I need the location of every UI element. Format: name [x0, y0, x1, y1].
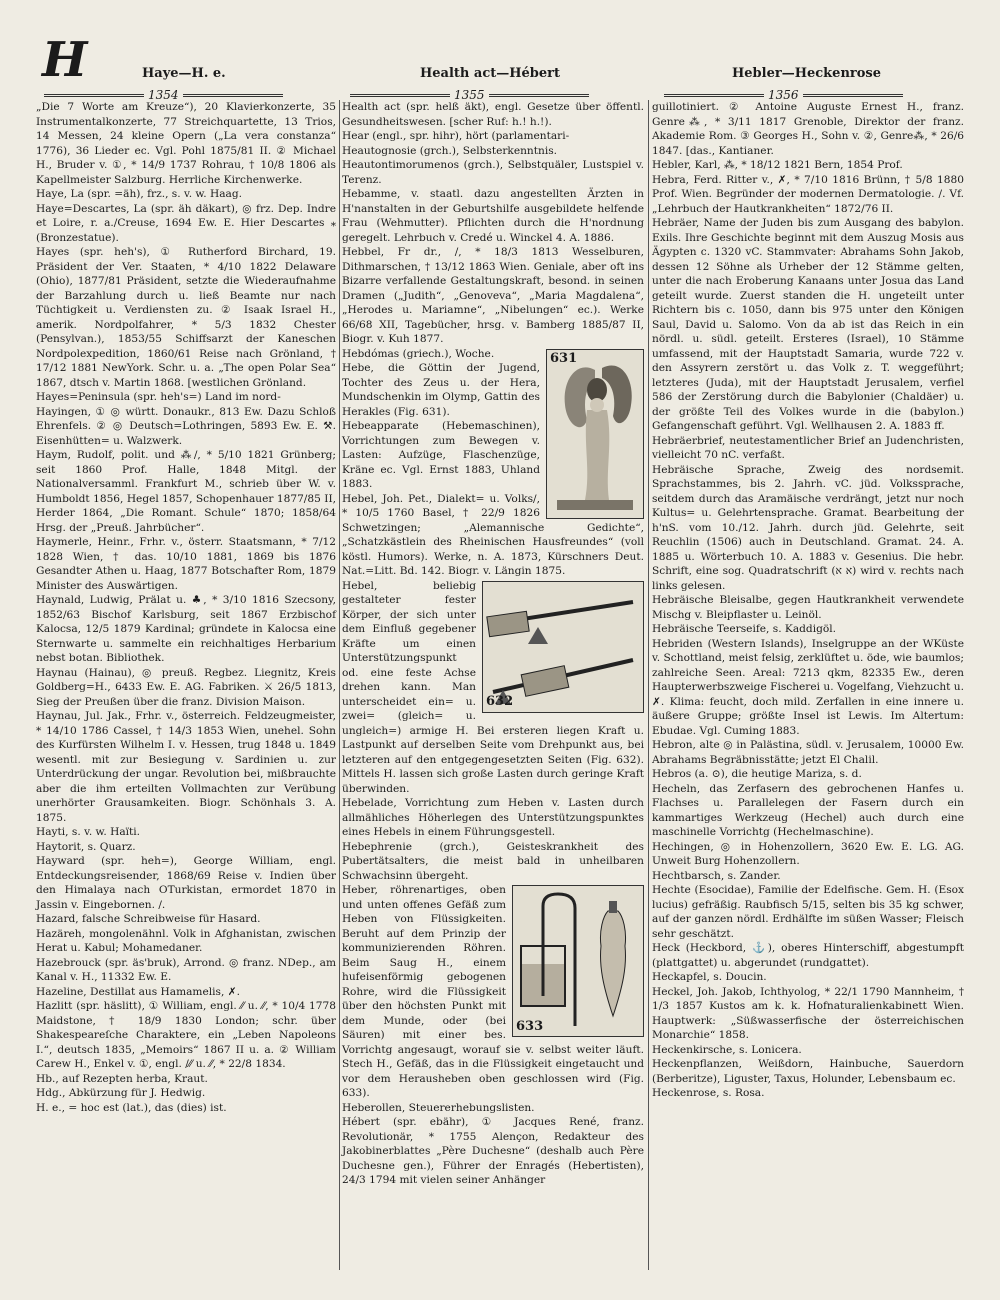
dictionary-entry: Heautognosie (grch.), Selbsterkenntnis.: [342, 144, 558, 157]
dictionary-entry: Hazeline, Destillat aus Hamamelis, ✗.: [36, 985, 240, 998]
figure-number: 631: [550, 350, 578, 366]
dictionary-entry: Hechte (Esocidae), Familie der Edelfische. Gem. H. (Esox lucius) gefräßig. Raubfisch 5/15, selten bis 35 kg schwer, auf der ganzen nördl. Erdhälfte im süßen Wasser; Fleisch sehr geschätzt.: [652, 884, 964, 940]
page-header-right: Hebler—Heckenrose: [732, 66, 882, 81]
dictionary-entry: Haynald, Ludwig, Prälat u. ♣, * 3/10 1816 Szecsony, 1852/63 Bischof Karlsburg, seit 1867 Erzbischof Kalocsa, 12/5 1879 Kardinal; gründete in Kalocsa eine Sternwarte u. sammelte ein reichhaltiges Herbarium nebst botan. Bibliothek.: [36, 594, 336, 664]
dictionary-entry: Heckenkirsche, s. Lonicera.: [652, 1043, 802, 1056]
column-divider: [339, 100, 340, 1270]
dictionary-entry: Hebräer, Name der Juden bis zum Ausgang des babylon. Exils. Ihre Geschichte beginnt mit dem Auszug Mosis aus Ägypten c. 1320 vC. Stammvater: Abrahams Sohn Jakob, dessen 12 Söhne als Urheber der 12 Stämme gelten, unter die nach Eroberung Kanaans unter Josua das Land geteilt wurde. Zuerst standen die H. ungeteilt unter Richtern bis c. 1050, dann bis 975 unter den Königen Saul, David u. Salomo. Von da ab ist das Reich in ein nördl. u. südl. geteilt. Ersteres (Israel), 10 Stämme umfassend, mit der Hauptstadt Samaria, wurde 722 v. den Assyrern zerstört u. das Volk z. T. weggeführt; letzteres (Juda), mit der Hauptstadt Jerusalem, verfiel 586 der Zerstörung durch die Babylonier (Chaldäer) u. der größte Teil des Volkes wurde in die (babylon.) Gefangenschaft geführt. Vgl. Wellhausen 2. A. 1883 ff.: [652, 217, 964, 432]
dictionary-entry: Heckenpflanzen, Weißdorn, Hainbuche, Sauerdorn (Berberitze), Liguster, Taxus, Holunder, Lebensbaum ec.: [652, 1058, 964, 1085]
dictionary-entry: Hebräerbrief, neutestamentlicher Brief an Judenchristen, vielleicht 70 nC. verfaßt.: [652, 434, 964, 461]
dictionary-entry: Hebephrenie (grch.), Geisteskrankheit des Pubertätsalters, die meist bald in unheilbaren Schwachsinn übergeht.: [342, 840, 644, 882]
column-center: [342, 100, 644, 1188]
dictionary-entry: Haye, La (spr. =äh), frz., s. v. w. Haag.: [36, 188, 242, 200]
figure-633-siphon: [512, 885, 644, 1037]
dictionary-entry: Heck (Heckbord, ⚓), oberes Hinterschiff, abgestumpft (plattgattet) u. abgerundet (rundgattet).: [652, 942, 964, 969]
dictionary-entry: Hear (engl., spr. hihr), hört (parlamentari-: [342, 130, 570, 142]
dictionary-entry: Hazard, falsche Schreibweise für Hasard.: [36, 913, 261, 925]
dictionary-entry: Hebriden (Western Islands), Inselgruppe an der WKüste v. Schottland, meist felsig, zerklüftet u. öde, wie baumlos; zahlreiche Seen. Areal: 7213 qkm, 82335 Ew., deren Haupterwerbszweige Fischerei u. Vogelfang, Viehzucht u. ✗. Klima: feucht, doch mild. Zerfallen in eine innere u. äußere Gruppe; größte Insel ist Lewis. Im Altertum: Ebudae. Vgl. Cuming 1883.: [652, 637, 964, 737]
column-right: [652, 100, 964, 1101]
dictionary-entry: Heberollen, Steuererhebungslisten.: [342, 1101, 535, 1114]
dictionary-entry: H. e., = hoc est (lat.), das (dies) ist.: [36, 1101, 227, 1114]
dictionary-entry: Hdg., Abkürzung für J. Hedwig.: [36, 1087, 206, 1099]
figure-number: 632: [486, 694, 514, 709]
dictionary-entry: Hayingen, ① ◎ württ. Donaukr., 813 Ew. Dazu Schloß Ehrenfels. ② ◎ Deutsch=Lothringen, 5893 Ew. E. ⚒. Eisenhütten= u. Walzwerk.: [36, 405, 336, 447]
dictionary-entry: Haymerle, Heinr., Frhr. v., österr. Staatsmann, * 7/12 1828 Wien, † das. 10/10 1881, 1869 bis 1876 Gesandter Athen u. Haag, 1877 Botschafter Rom, 1879 Minister des Auswärtigen.: [36, 536, 336, 592]
column-number-1354: 1354: [40, 88, 287, 102]
dictionary-entry: Hebelade, Vorrichtung zum Heben v. Lasten durch allmähliches Höherlegen des Unterstützungspunktes eines Hebels in einem Führungsgestell.: [342, 797, 644, 838]
dictionary-entry: Hayes (spr. heh's), ① Rutherford Birchard, 19. Präsident der Ver. Staaten, * 4/10 1822 Delaware (Ohio), 1877/81 Präsident, setzte die Wiederaufnahme der Barzahlung durch u. ließ Beamte nur nach Tüchtigkeit u. Verdiensten zu. ② Isaak Israel H., amerik. Nordpolfahrer, * 5/3 1832 Chester (Pensylvan.), 1853/55 Schiffsarzt der Kaneschen Nordpolexpedition, 1860/61 Reise nach Grönland, † 17/12 1881 NewYork. Schr. u. a. „The open Polar Sea“ 1867, dtsch v. Martin 1868. [westlichen Grönland.: [36, 246, 336, 389]
dictionary-entry: Hechtbarsch, s. Zander.: [652, 869, 781, 882]
dictionary-entry: Hebdómas (griech.), Woche.: [342, 347, 495, 360]
dictionary-entry: Haytorit, s. Quarz.: [36, 840, 136, 853]
dictionary-entry: Hebeapparate (Hebemaschinen), Vorrichtungen zum Bewegen v. Lasten: Aufzüge, Flaschenzüge, Kräne ec. Vgl. Ernst 1883, Uhland 1883.: [342, 420, 540, 490]
figure-631-hebe-eagle: [546, 349, 644, 519]
dictionary-entry: Hebbel, Fr dr., /, * 18/3 1813 Wesselburen, Dithmarschen, † 13/12 1863 Wien. Geniale, aber oft ins Bizarre verfallende Gestaltungskraft, besond. in seinen Dramen („Judith“, „Genoveva“, „Maria Magdalena“, „Herodes u. Mariamne“, „Nibelungen“ ec.). Werke 66/68 XII, Tagebücher, hrsg. v. Bamberg 1885/87 II, Biogr. v. Kuh 1877.: [342, 246, 644, 345]
dictionary-entry: Hebel, Joh. Pet., Dialekt= u. Volks/, * 10/5 1760 Basel, † 22/9 1826 Schwetzingen; „Alemannische Gedichte“, „Schatzkästlein des Rheinischen Hausfreundes“ (voll köstl. Humors). Werke, n. A. 1873, Kürschners Deut. Nat.=Litt. Bd. 142. Biogr. v. Längin 1875.: [342, 492, 644, 577]
lever-illustration: [483, 582, 643, 712]
column-number-1355: 1355: [346, 88, 593, 102]
dictionary-entry: Hébert (spr. ebähr), ① Jacques René, franz. Revolutionär, * 1755 Alençon, Redakteur des Jakobinerblattes „Père Duchesne“ (deshalb auch Père Duchesne gen.), Führer der Enragés (Hebertisten), 24/3 1794 mit vielen seiner Anhänger: [342, 1116, 644, 1186]
dictionary-entry: guillotiniert. ② Antoine Auguste Ernest H., franz. Genre⁂, * 3/11 1817 Grenoble, Direktor der franz. Akademie Rom. ③ Georges H., Sohn v. ②, Genre⁂, * 26/6 1847. [das., Kantianer.: [652, 101, 964, 157]
dictionary-entry: Hebler, Karl, ⁂, * 18/12 1821 Bern, 1854 Prof.: [652, 159, 903, 171]
dictionary-entry: Haym, Rudolf, polit. und ⁂/, * 5/10 1821 Grünberg; seit 1860 Prof. Halle, 1848 Mitgl. der Nationalversamml. Frankfurt M., schrieb über W. v. Humboldt 1856, Hegel 1857, Schopenhauer 1877/85 II, Herder 1864, „Die Romant. Schule“ 1870; 1858/64 Hrsg. der „Preuß. Jahrbücher“.: [36, 449, 336, 534]
dictionary-entry: Hebräische Sprache, Zweig des nordsemit. Sprachstammes, bis 2. Jahrh. vC. jüd. Volkssprache, seitdem durch das Aramäische verdrängt, jetzt nur noch Kultus= u. Gelehrtensprache. Gramat. Bearbeitung der h'nS. vom 10./12. Jahrh. durch jüd. Gelehrte, seit Reuchlin (1506) auch in Deutschland. Gramat. 24. A. 1885 u. Wörterbuch 10. A. 1883 v. Gesenius. Die hebr. Schrift, eine sog. Quadratschrift (א א) wird v. rechts nach links gelesen.: [652, 463, 964, 592]
dictionary-entry: Hebel, beliebig gestalteter fester Körper, der sich unter dem Einfluß gegebener Kräfte um einen Unterstützungspunkt od. eine feste Achse drehen kann. Man unterscheidet ein= u. zwei= (gleich= u. ungleich=) armige H. Bei ersteren liegen Kraft u. Lastpunkt auf derselben Seite vom Drehpunkt aus, bei letzteren auf den entgegengesetzten Seiten (Fig. 632). Mittels H. lassen sich große Lasten durch geringe Kraft überwinden.: [342, 579, 644, 795]
dictionary-entry: Hazäreh, mongolenähnl. Volk in Afghanistan, zwischen Herat u. Kabul; Mohamedaner.: [36, 927, 336, 954]
dictionary-entry: Hazlitt (spr. häslitt), ① William, engl. ⁄⁄ u. ⁄⁄, * 10/4 1778 Maidstone, † 18/9 1830 London; schr. über Shakespeareſche Charaktere, ein „Leben Napoleons I.“, deutsch 1835, „Memoirs“ 1867 II u. a. ② William Carew H., Enkel v. ①, engl. /⁄⁄ u. ⁄⁄, * 22/8 1834.: [36, 1000, 336, 1070]
dictionary-entry: Hebräische Teerseife, s. Kaddigöl.: [652, 623, 837, 635]
dictionary-entry: Hayes=Peninsula (spr. heh's=) Land im nord-: [36, 391, 281, 403]
dictionary-page: [30, 32, 978, 1278]
dictionary-entry: Hebros (a. ⊙), die heutige Mariza, s. d.: [652, 768, 862, 780]
column-number-1356: 1356: [660, 88, 907, 102]
dictionary-entry: Haynau, Jul. Jak., Frhr. v., österreich. Feldzeugmeister, * 14/10 1786 Cassel, † 14/3 1853 Wien, unehel. Sohn des Kurfürsten Wilhelm I. v. Hessen, trug 1848 u. 1849 wesentl. mit zur Besiegung v. Sardinien u. zur Unterdrückung der ungar. Revolution bei, mißbrauchte aber die ihm erteilten Vollmachten zur Verübung unerhörter Grausamkeiten. Biogr. Schönhals 3. A. 1875.: [36, 710, 336, 824]
siphon-illustration: [513, 886, 643, 1036]
dictionary-entry: Hb., auf Rezepten herba, Kraut.: [36, 1072, 208, 1085]
page-header-center: Health act—Hébert: [420, 66, 561, 81]
dictionary-entry: Haye=Descartes, La (spr. äh däkart), ◎ frz. Dep. Indre et Loire, r. a./Creuse, 1694 Ew. E. Hier Descartes ⁎ (Bronzestatue).: [36, 202, 336, 244]
hebe-illustration: [547, 350, 643, 518]
dictionary-entry: Hayward (spr. heh=), George William, engl. Entdeckungsreisender, 1868/69 Reise v. Indien über den Himalaya nach OTurkistan, ermordet 1870 in Jassin v. Eingebornen. /.: [36, 855, 336, 911]
dictionary-entry: Hecheln, das Zerfasern des gebrochenen Hanfes u. Flachses u. Parallelegen der Fasern durch ein kammartiges Werkzeug (Hechel) auch durch eine maschinelle Vorrichtg (Hechelmaschine).: [652, 782, 964, 838]
dictionary-entry: Hebamme, v. staatl. dazu angestellten Ärzten in H'nanstalten in der Geburtshilfe ausgebildete helfende Frau (Wehmutter). Pflichten durch die H'nordnung geregelt. Lehrbuch v. Credé u. Winckel 4. A. 1886.: [342, 188, 644, 244]
dictionary-entry: Hazebrouck (spr. äs'bruk), Arrond. ◎ franz. NDep., am Kanal v. H., 11332 Ew. E.: [36, 956, 336, 983]
dictionary-entry: Heber, röhrenartiges, oben und unten offenes Gefäß zum Heben von Flüssigkeiten. Beruht auf dem Prinzip der kommunizierenden Röhren. Beim Saug H., einem hufeisenförmig gebogenen Rohre, wird die Flüssigkeit über den höchsten Punkt mit dem Munde, oder (bei Säuren) mit einer bes. Vorrichtg angesaugt, worauf sie v. selbst weiter läuft. Stech H., Gefäß, das in die Flüssigkeit eingetaucht und vor dem Herausheben oben geschlossen wird (Fig. 633).: [342, 884, 644, 1099]
dictionary-entry: Health act (spr. helß äkt), engl. Gesetze über öffentl. Gesundheitswesen. [scher Ruf: h.! h.!).: [342, 101, 644, 128]
dictionary-entry: Heckapfel, s. Doucin.: [652, 971, 767, 983]
dictionary-entry: Hebräische Bleisalbe, gegen Hautkrankheit verwendete Mischg v. Bleipflaster u. Leinöl.: [652, 594, 964, 621]
figure-632-lever: [482, 581, 644, 713]
dictionary-entry: Hebron, alte ◎ in Palästina, südl. v. Jerusalem, 10000 Ew. Abrahams Begräbnisstätte; jetzt El Chalil.: [652, 739, 964, 766]
section-letter: H: [42, 32, 88, 88]
dictionary-entry: Heautontimorumenos (grch.), Selbstquäler, Lustspiel v. Terenz.: [342, 159, 644, 186]
column-divider: [648, 100, 649, 1270]
figure-number: 633: [516, 1018, 544, 1034]
dictionary-entry: Haynau (Hainau), ◎ preuß. Regbez. Liegnitz, Kreis Goldberg=H., 6433 Ew. E. AG. Fabriken. ⚔ 26/5 1813, Sieg der Preußen über die franz. Division Maison.: [36, 666, 336, 708]
dictionary-entry: Hechingen, ◎ in Hohenzollern, 3620 Ew. E. LG. AG. Unweit Burg Hohenzollern.: [652, 840, 964, 867]
page-header-left: Haye—H. e.: [142, 66, 226, 81]
column-left: [36, 100, 336, 1115]
dictionary-entry: Heckenrose, s. Rosa.: [652, 1087, 765, 1099]
dictionary-entry: Heckel, Joh. Jakob, Ichthyolog, * 22/1 1790 Mannheim, † 1/3 1857 Kustos am k. k. Hofnaturalienkabinett Wien. Hauptwerk: „Süßwasserfische der österreichischen Monarchie“ 1858.: [652, 985, 964, 1041]
dictionary-entry: Hayti, s. v. w. Haïti.: [36, 826, 141, 838]
dictionary-entry: Hebra, Ferd. Ritter v., ✗, * 7/10 1816 Brünn, † 5/8 1880 Prof. Wien. Begründer der modernen Dermatologie. /. Vf. „Lehrbuch der Hautkrankheiten“ 1872/76 II.: [652, 173, 964, 215]
dictionary-entry: „Die 7 Worte am Kreuze“), 20 Klavierkonzerte, 35 Instrumentalkonzerte, 77 Streichquartette, 13 Trios, 14 Messen, 24 kleine Opern („La vera constanza“ 1776), 36 Lieder ec. Vgl. Pohl 1875/81 II. ② Michael H., Bruder v. ①, * 14/9 1737 Rohrau, † 10/8 1806 als Kapellmeister Salzburg. Herrliche Kirchenwerke.: [36, 101, 336, 186]
dictionary-entry: Hebe, die Göttin der Jugend, Tochter des Zeus u. der Hera, Mundschenkin im Olymp, Gattin des Herakles (Fig. 631).: [342, 362, 540, 418]
